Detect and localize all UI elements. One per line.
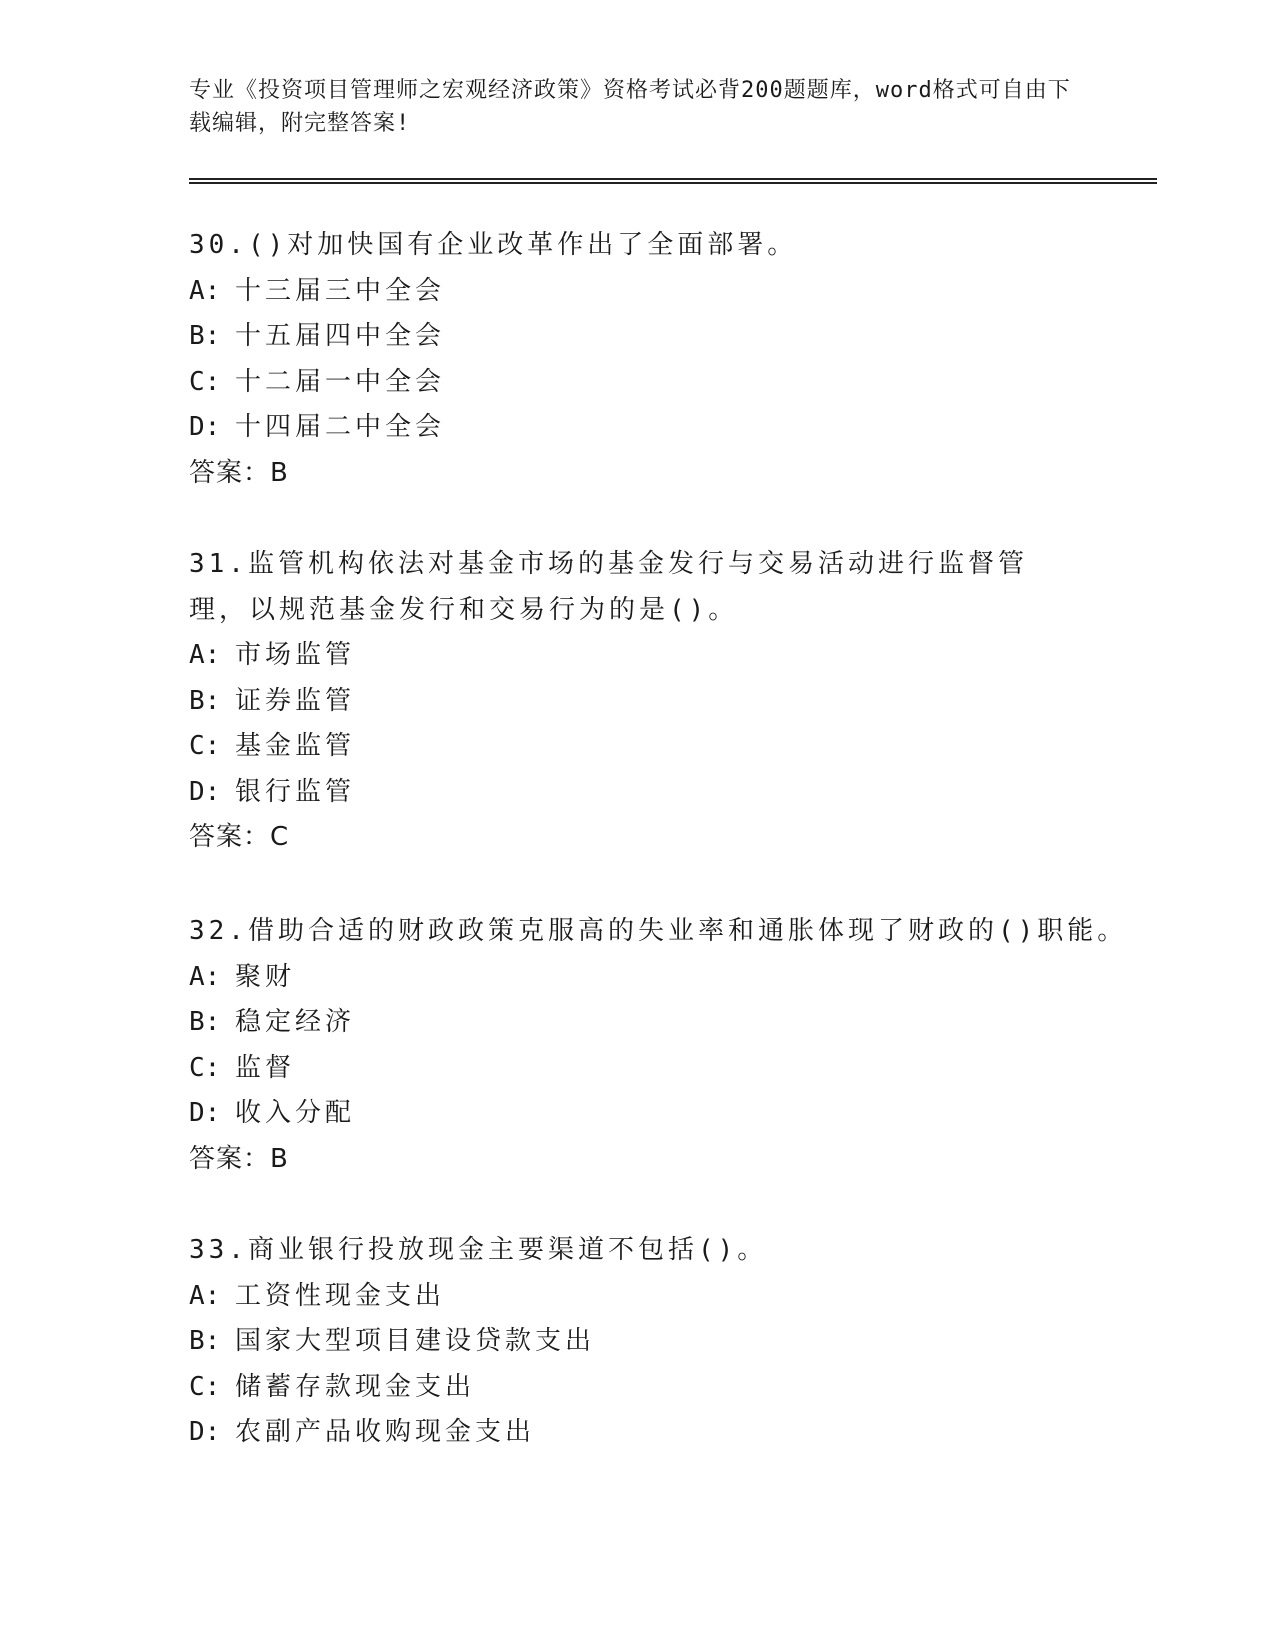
option-key: B: xyxy=(189,685,221,716)
option-text: 监督 xyxy=(235,1052,296,1083)
option-c xyxy=(189,724,1089,770)
option-c xyxy=(189,1365,1089,1411)
option-key: A: xyxy=(189,275,221,306)
question-32 xyxy=(189,909,1128,1182)
option-text: 稳定经济 xyxy=(235,1007,356,1037)
option-key: D: xyxy=(189,1098,221,1128)
answer: 答案：B xyxy=(189,457,289,488)
option-text: 农副产品收购现金支出 xyxy=(235,1417,536,1447)
document-page xyxy=(189,0,1159,1650)
option-b xyxy=(189,1319,1089,1365)
header-divider xyxy=(189,178,1157,184)
option-a xyxy=(189,633,1089,679)
question-30 xyxy=(189,223,1089,496)
option-key: A: xyxy=(189,640,221,670)
option-key: B: xyxy=(189,321,221,351)
option-key: B: xyxy=(189,1007,221,1037)
answer: 答案：B xyxy=(189,1143,289,1174)
option-text: 工资性现金支出 xyxy=(235,1280,446,1311)
option-d xyxy=(189,405,1089,451)
question-stem: 32.借助合适的财政政策克服高的失业率和通胀体现了财政的()职能。 xyxy=(189,916,1128,946)
answer: 答案：C xyxy=(189,822,290,852)
option-key: A: xyxy=(189,1280,221,1311)
option-d xyxy=(189,770,1089,816)
option-c xyxy=(189,360,1089,406)
option-d xyxy=(189,1410,1089,1456)
question-stem: 33.商业银行投放现金主要渠道不包括()。 xyxy=(189,1235,768,1265)
question-stem: 30.()对加快国有企业改革作出了全面部署。 xyxy=(189,230,798,260)
option-key: C: xyxy=(189,1052,221,1083)
option-text: 国家大型项目建设贷款支出 xyxy=(235,1326,596,1356)
option-key: A: xyxy=(189,961,221,992)
option-a xyxy=(189,269,1089,315)
option-key: D: xyxy=(189,776,221,807)
option-b xyxy=(189,1000,1089,1046)
option-b xyxy=(189,314,1089,360)
document-intro: 专业《投资项目管理师之宏观经济政策》资格考试必背200题题库，word格式可自由下载编辑，附完整答案! xyxy=(189,78,1071,136)
option-key: C: xyxy=(189,731,221,761)
option-key: B: xyxy=(189,1326,221,1356)
option-a xyxy=(189,955,1089,1001)
option-text: 收入分配 xyxy=(235,1098,356,1128)
question-31 xyxy=(189,542,1089,861)
option-text: 十四届二中全会 xyxy=(235,412,446,442)
option-text: 银行监管 xyxy=(235,776,356,807)
option-text: 十三届三中全会 xyxy=(235,275,446,306)
question-33 xyxy=(189,1228,1089,1456)
option-text: 十二届一中全会 xyxy=(235,366,446,397)
option-key: C: xyxy=(189,366,221,397)
option-key: C: xyxy=(189,1371,221,1402)
option-text: 聚财 xyxy=(235,961,296,992)
option-text: 储蓄存款现金支出 xyxy=(235,1371,476,1402)
option-text: 市场监管 xyxy=(235,640,356,670)
option-text: 十五届四中全会 xyxy=(235,321,446,351)
option-d xyxy=(189,1091,1089,1137)
option-text: 证券监管 xyxy=(235,685,356,716)
option-key: D: xyxy=(189,1417,221,1447)
option-b xyxy=(189,679,1089,725)
option-text: 基金监管 xyxy=(235,731,356,761)
question-stem: 31.监管机构依法对基金市场的基金发行与交易活动进行监督管理，以规范基金发行和交易行为的是()。 xyxy=(189,549,1028,625)
option-c xyxy=(189,1046,1089,1092)
option-key: D: xyxy=(189,412,221,442)
option-a xyxy=(189,1274,1089,1320)
